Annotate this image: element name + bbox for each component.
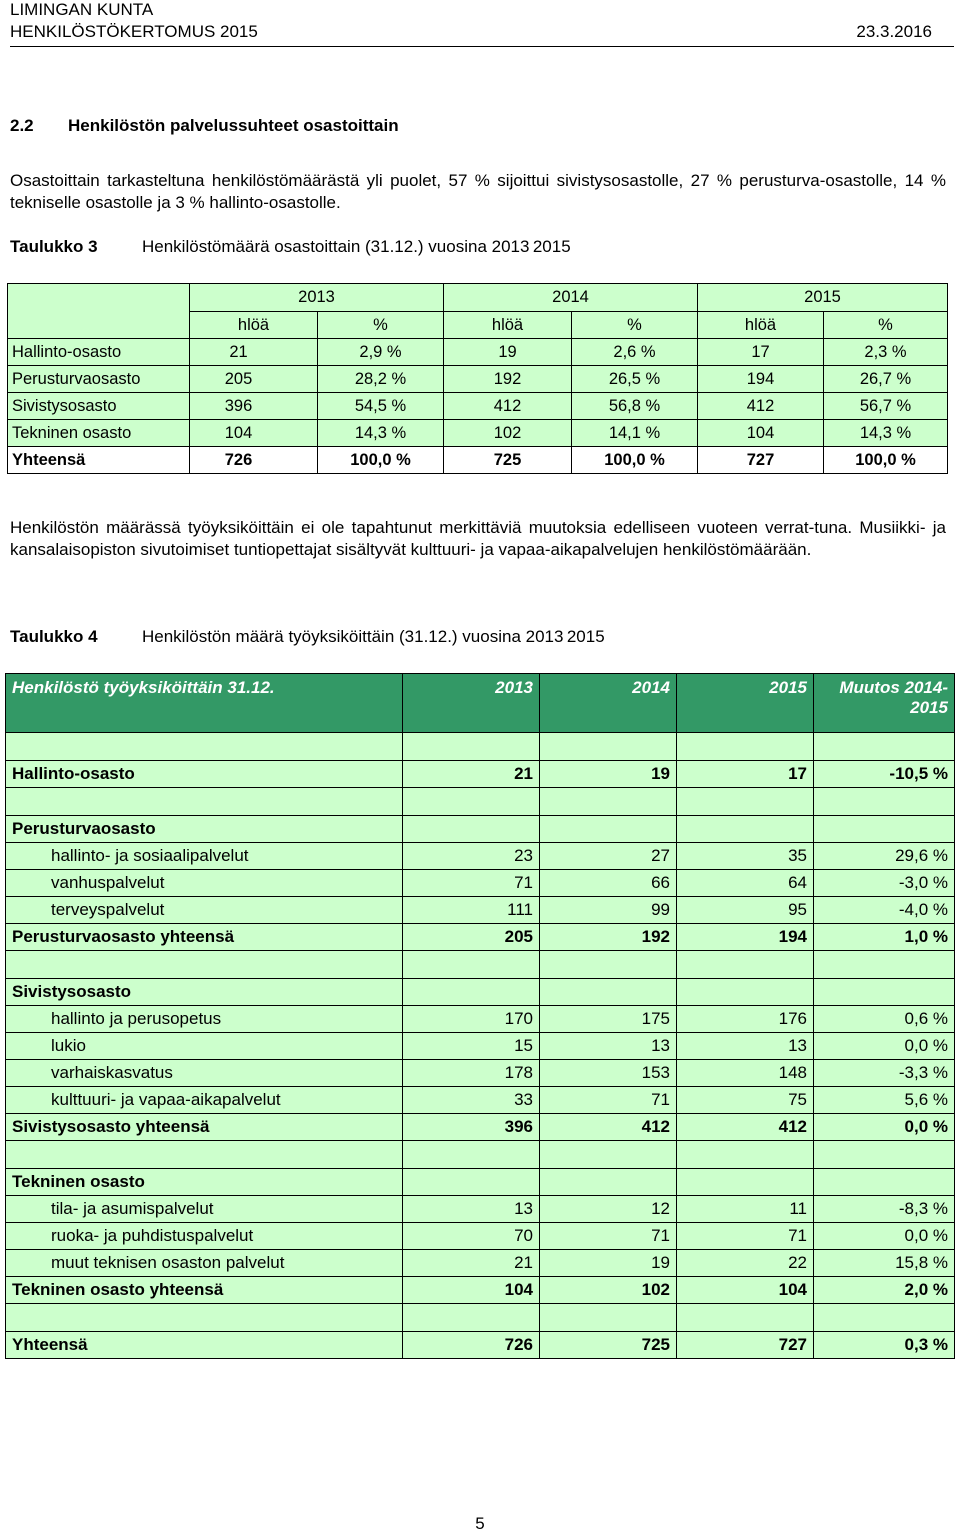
table4-row-label: Tekninen osasto yhteensä: [6, 1277, 403, 1304]
section-title: Henkilöstön palvelussuhteet osastoittain: [68, 116, 399, 135]
table4-group-row: [6, 979, 955, 1006]
table3-corner: [8, 284, 190, 339]
table4-empty-cell: [6, 733, 403, 761]
table3-year: 2015: [698, 284, 948, 312]
table4-cell: [814, 816, 955, 843]
table4-group-row: [6, 816, 955, 843]
table4-cell: 33: [403, 1087, 540, 1114]
table4-cell: [677, 816, 814, 843]
org-name: LIMINGAN KUNTA: [10, 0, 154, 19]
table4-empty-cell: [677, 951, 814, 979]
table4-cell: 22: [677, 1250, 814, 1277]
table4-cell: 35: [677, 843, 814, 870]
table4-cell: [540, 979, 677, 1006]
table4-row-label: lukio: [6, 1033, 403, 1060]
table4-cell: 0,3 %: [814, 1332, 955, 1359]
table4-cell: [540, 816, 677, 843]
table3-cell: 104: [698, 420, 824, 447]
table3-cell: 14,3 %: [318, 420, 444, 447]
section-heading: [10, 116, 399, 136]
table4-cell: 23: [403, 843, 540, 870]
table3-row: [8, 366, 948, 393]
table4-empty-cell: [814, 788, 955, 816]
table3-cell: 192: [444, 366, 572, 393]
table4-empty-cell: [403, 788, 540, 816]
table4-empty-cell: [6, 788, 403, 816]
table4-subunit-row: [6, 1087, 955, 1114]
table3-subheader: hlöä: [190, 312, 318, 339]
table4-cell: [814, 979, 955, 1006]
table3-row: [8, 339, 948, 366]
table4-spacer-row: [6, 733, 955, 761]
table3-cell: 21: [190, 339, 318, 366]
table3-caption-text: Henkilöstömäärä osastoittain (31.12.) vuosina 2013 2015: [142, 237, 571, 256]
table3-cell: 54,5 %: [318, 393, 444, 420]
table3-year: 2013: [190, 284, 444, 312]
table3-row-label: Sivistysosasto: [8, 393, 190, 420]
table4-cell: 0,0 %: [814, 1114, 955, 1141]
table3-cell: 19: [444, 339, 572, 366]
table3-cell: 2,3 %: [824, 339, 948, 366]
table4-cell: 102: [540, 1277, 677, 1304]
table4-cell: 1,0 %: [814, 924, 955, 951]
table4-header-change: Muutos 2014-2015: [814, 674, 955, 733]
table4-row-label: terveyspalvelut: [6, 897, 403, 924]
table4-cell: -3,3 %: [814, 1060, 955, 1087]
table3-subheader: hlöä: [698, 312, 824, 339]
table3-subheader: %: [824, 312, 948, 339]
table4-row-label: vanhuspalvelut: [6, 870, 403, 897]
table4-cell: 17: [677, 761, 814, 788]
table4-cell: [677, 979, 814, 1006]
table3-cell: 412: [444, 393, 572, 420]
table4-empty-cell: [6, 1304, 403, 1332]
table3-row-label: Hallinto-osasto: [8, 339, 190, 366]
table3-subheader: %: [572, 312, 698, 339]
table4-row-label: tila- ja asumispalvelut: [6, 1196, 403, 1223]
table3-year: 2014: [444, 284, 698, 312]
table4-row-label: varhaiskasvatus: [6, 1060, 403, 1087]
table4-cell: 13: [540, 1033, 677, 1060]
table4-cell: 99: [540, 897, 677, 924]
table4-cell: 66: [540, 870, 677, 897]
table4-cell: -3,0 %: [814, 870, 955, 897]
table4-cell: 64: [677, 870, 814, 897]
table3-subheader: %: [318, 312, 444, 339]
table4-cell: [403, 1169, 540, 1196]
table4-cell: 178: [403, 1060, 540, 1087]
table3-cell: 56,7 %: [824, 393, 948, 420]
table4-empty-cell: [814, 1304, 955, 1332]
table3-cell: 56,8 %: [572, 393, 698, 420]
table4-row-label: muut teknisen osaston palvelut: [6, 1250, 403, 1277]
table3-cell: 396: [190, 393, 318, 420]
table4-cell: 29,6 %: [814, 843, 955, 870]
table4-total-row: [6, 761, 955, 788]
table4-cell: 727: [677, 1332, 814, 1359]
table3-cell: 26,5 %: [572, 366, 698, 393]
table4-cell: 726: [403, 1332, 540, 1359]
table4-spacer-row: [6, 788, 955, 816]
table4-empty-cell: [677, 1304, 814, 1332]
body-paragraph: Henkilöstön määrässä työyksiköittäin ei ole tapahtunut merkittäviä muutoksia edelliseen vuoteen verrat-tuna. Musiikki- ja kansalaisopiston sivutoimiset tuntiopettajat sisältyvät kulttuuri- ja vapaa-aikapalvelujen henkilöstömäärään.: [10, 518, 946, 559]
table3-cell: 2,9 %: [318, 339, 444, 366]
table4-subunit-row: [6, 897, 955, 924]
table4-header-unit: Henkilöstö työyksiköittäin 31.12.: [6, 674, 403, 733]
table4-cell: [403, 816, 540, 843]
table4-spacer-row: [6, 1304, 955, 1332]
table-staff-by-unit: [5, 673, 955, 1359]
table3-caption: [10, 237, 571, 257]
table4-cell: 70: [403, 1223, 540, 1250]
table3-total-cell: 727: [698, 447, 824, 474]
table4-total-row: [6, 1114, 955, 1141]
table4-empty-cell: [403, 1304, 540, 1332]
table4-empty-cell: [540, 1304, 677, 1332]
table4-row-label: Sivistysosasto yhteensä: [6, 1114, 403, 1141]
table4-row-label: kulttuuri- ja vapaa-aikapalvelut: [6, 1087, 403, 1114]
table4-cell: 21: [403, 1250, 540, 1277]
table4-cell: 75: [677, 1087, 814, 1114]
table4-cell: [403, 979, 540, 1006]
table4-cell: 412: [677, 1114, 814, 1141]
table4-cell: 13: [403, 1196, 540, 1223]
table4-cell: -8,3 %: [814, 1196, 955, 1223]
page-number: 5: [475, 1514, 485, 1533]
table4-cell: 153: [540, 1060, 677, 1087]
table4-empty-cell: [403, 1141, 540, 1169]
table-staff-by-department: [7, 283, 948, 474]
table4-cell: 170: [403, 1006, 540, 1033]
table4-subunit-row: [6, 1223, 955, 1250]
table4-cell: 194: [677, 924, 814, 951]
table3-cell: 412: [698, 393, 824, 420]
table4-cell: 13: [677, 1033, 814, 1060]
table3-cell: 14,3 %: [824, 420, 948, 447]
table4-subunit-row: [6, 870, 955, 897]
table4-cell: 12: [540, 1196, 677, 1223]
table4-row-label: hallinto- ja sosiaalipalvelut: [6, 843, 403, 870]
table3-cell: 2,6 %: [572, 339, 698, 366]
table4-row-label: Sivistysosasto: [6, 979, 403, 1006]
table4-empty-cell: [677, 733, 814, 761]
table4-cell: 111: [403, 897, 540, 924]
document-title: HENKILÖSTÖKERTOMUS 2015: [10, 22, 258, 41]
table4-header-year: 2014: [540, 674, 677, 733]
table3-subheader: hlöä: [444, 312, 572, 339]
table3-cell: 102: [444, 420, 572, 447]
table4-spacer-row: [6, 951, 955, 979]
table3-cell: 104: [190, 420, 318, 447]
table4-cell: 15: [403, 1033, 540, 1060]
table4-subunit-row: [6, 1196, 955, 1223]
table4-caption: [10, 627, 605, 647]
table4-empty-cell: [677, 788, 814, 816]
table4-cell: 104: [677, 1277, 814, 1304]
table4-cell: -4,0 %: [814, 897, 955, 924]
table4-group-row: [6, 1169, 955, 1196]
section-number: 2.2: [10, 116, 34, 135]
table4-row-label: Yhteensä: [6, 1332, 403, 1359]
table4-row-label: Hallinto-osasto: [6, 761, 403, 788]
table4-subunit-row: [6, 1250, 955, 1277]
table4-row-label: ruoka- ja puhdistuspalvelut: [6, 1223, 403, 1250]
table4-cell: 19: [540, 1250, 677, 1277]
table4-cell: 176: [677, 1006, 814, 1033]
table4-subunit-row: [6, 1006, 955, 1033]
table3-total-cell: 100,0 %: [824, 447, 948, 474]
table4-cell: 0,0 %: [814, 1033, 955, 1060]
table4-cell: 205: [403, 924, 540, 951]
table4-empty-cell: [814, 951, 955, 979]
table4-empty-cell: [814, 733, 955, 761]
table4-header-year: 2015: [677, 674, 814, 733]
table4-cell: [677, 1169, 814, 1196]
table4-cell: 5,6 %: [814, 1087, 955, 1114]
table3-label: Taulukko 3: [10, 237, 98, 256]
table4-empty-cell: [6, 951, 403, 979]
table4-cell: 15,8 %: [814, 1250, 955, 1277]
table4-cell: -10,5 %: [814, 761, 955, 788]
table3-cell: 17: [698, 339, 824, 366]
table4-cell: 104: [403, 1277, 540, 1304]
table4-subunit-row: [6, 1033, 955, 1060]
table3-cell: 28,2 %: [318, 366, 444, 393]
table4-subunit-row: [6, 843, 955, 870]
table3-cell: 14,1 %: [572, 420, 698, 447]
table4-cell: 0,6 %: [814, 1006, 955, 1033]
table4-empty-cell: [814, 1141, 955, 1169]
table4-label: Taulukko 4: [10, 627, 98, 646]
header-divider: [10, 46, 954, 47]
table4-total-row: [6, 1332, 955, 1359]
table3-row: [8, 393, 948, 420]
table4-empty-cell: [540, 1141, 677, 1169]
table4-cell: 412: [540, 1114, 677, 1141]
table4-cell: 71: [540, 1087, 677, 1114]
table4-cell: 19: [540, 761, 677, 788]
table4-cell: 725: [540, 1332, 677, 1359]
table3-cell: 194: [698, 366, 824, 393]
table4-empty-cell: [540, 788, 677, 816]
table4-empty-cell: [540, 733, 677, 761]
table3-cell: 26,7 %: [824, 366, 948, 393]
table4-empty-cell: [403, 733, 540, 761]
table4-cell: 71: [677, 1223, 814, 1250]
table4-empty-cell: [677, 1141, 814, 1169]
table4-cell: 148: [677, 1060, 814, 1087]
table4-cell: 27: [540, 843, 677, 870]
table4-cell: 11: [677, 1196, 814, 1223]
table4-cell: 175: [540, 1006, 677, 1033]
table4-row-label: Perusturvaosasto yhteensä: [6, 924, 403, 951]
table3-row: [8, 420, 948, 447]
table4-cell: 21: [403, 761, 540, 788]
table4-cell: 71: [403, 870, 540, 897]
table3-total-cell: 100,0 %: [572, 447, 698, 474]
page-header: [10, 0, 932, 44]
table3-total-label: Yhteensä: [8, 447, 190, 474]
table3-row-label: Perusturvaosasto: [8, 366, 190, 393]
table4-cell: [540, 1169, 677, 1196]
table4-spacer-row: [6, 1141, 955, 1169]
table3-total-cell: 725: [444, 447, 572, 474]
table4-row-label: Tekninen osasto: [6, 1169, 403, 1196]
table4-row-label: hallinto ja perusopetus: [6, 1006, 403, 1033]
table4-empty-cell: [540, 951, 677, 979]
table4-cell: [814, 1169, 955, 1196]
table3-total-cell: 726: [190, 447, 318, 474]
table4-cell: 396: [403, 1114, 540, 1141]
table4-empty-cell: [403, 951, 540, 979]
table4-caption-text: Henkilöstön määrä työyksiköittäin (31.12.) vuosina 2013 2015: [142, 627, 605, 646]
document-date: 23.3.2016: [856, 22, 932, 41]
table3-cell: 205: [190, 366, 318, 393]
table4-total-row: [6, 924, 955, 951]
intro-paragraph: Osastoittain tarkasteltuna henkilöstömäärästä yli puolet, 57 % sijoittui sivistysosastolle, 27 % perusturva-osastolle, 14 % tekniselle osastolle ja 3 % hallinto-osastolle.: [10, 171, 946, 212]
table3-row-label: Tekninen osasto: [8, 420, 190, 447]
table4-row-label: Perusturvaosasto: [6, 816, 403, 843]
table3-total-cell: 100,0 %: [318, 447, 444, 474]
table4-cell: 192: [540, 924, 677, 951]
table4-cell: 95: [677, 897, 814, 924]
table4-empty-cell: [6, 1141, 403, 1169]
table4-subunit-row: [6, 1060, 955, 1087]
table4-cell: 0,0 %: [814, 1223, 955, 1250]
table4-total-row: [6, 1277, 955, 1304]
table4-header-year: 2013: [403, 674, 540, 733]
table4-cell: 71: [540, 1223, 677, 1250]
table4-cell: 2,0 %: [814, 1277, 955, 1304]
